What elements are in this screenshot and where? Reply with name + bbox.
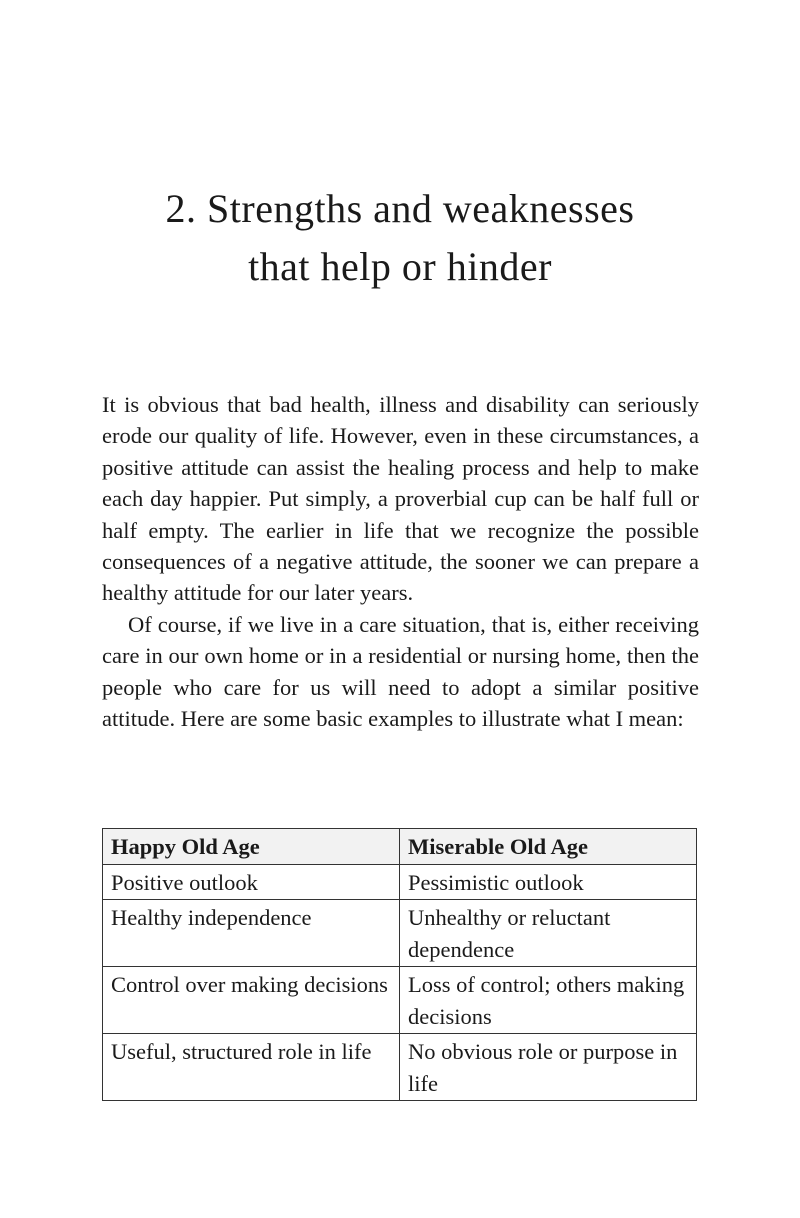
table-cell: Unhealthy or reluctant dependence	[400, 900, 697, 967]
table-cell: Loss of control; others making decisions	[400, 967, 697, 1034]
header-happy-old-age: Happy Old Age	[103, 829, 400, 865]
table-cell: Pessimistic outlook	[400, 864, 697, 900]
table-cell: Control over making decisions	[103, 967, 400, 1034]
body-text	[102, 389, 699, 734]
chapter-title	[0, 180, 800, 296]
table-cell: Useful, structured role in life	[103, 1034, 400, 1101]
table-cell: Healthy independence	[103, 900, 400, 967]
table-row	[103, 967, 697, 1034]
table-row	[103, 900, 697, 967]
comparison-table	[102, 828, 697, 1101]
table-cell: Positive outlook	[103, 864, 400, 900]
header-miserable-old-age: Miserable Old Age	[400, 829, 697, 865]
table-row	[103, 1034, 697, 1101]
table-row	[103, 864, 697, 900]
table-cell: No obvious role or purpose in life	[400, 1034, 697, 1101]
chapter-title-line-1: 2. Strengths and weaknesses	[165, 186, 635, 231]
table-header-row	[103, 829, 697, 865]
paragraph-1: It is obvious that bad health, illness and disability can seriously erode our quality of life. However, even in these circumstances, a positive attitude can assist the healing process and help to make each day happier. Put simply, a proverbial cup can be half full or half empty. The earlier in life that we recognize the possible consequences of a negative attitude, the sooner we can prepare a healthy attitude for our later years.	[102, 392, 699, 606]
paragraph-2: Of course, if we live in a care situation, that is, either receiving care in our own home or in a residential or nursing home, then the people who care for us will need to adopt a similar positive attitude. Here are some basic examples to illustrate what I mean:	[102, 611, 699, 732]
chapter-title-line-2: that help or hinder	[248, 244, 552, 289]
